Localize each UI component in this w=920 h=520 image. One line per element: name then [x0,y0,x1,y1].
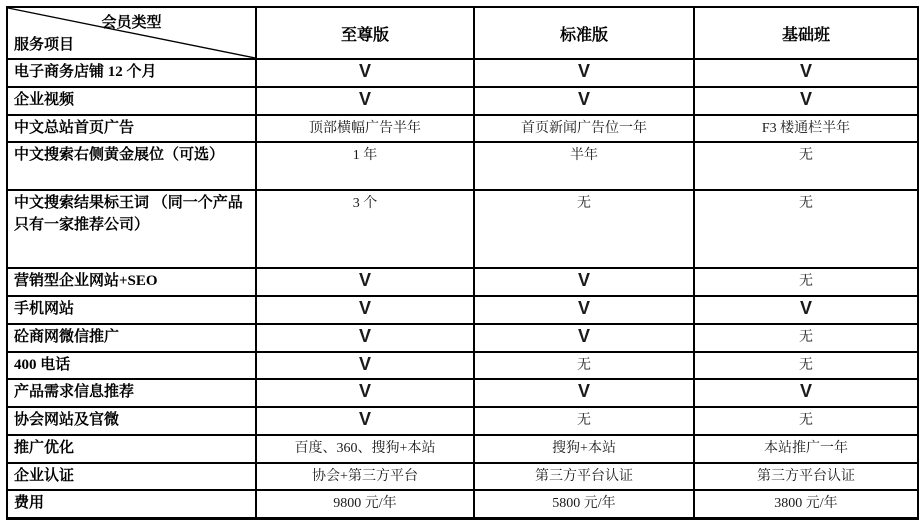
table-row [7,115,918,143]
value-cell: V [256,268,474,296]
value-cell: 本站推广一年 [694,435,918,463]
service-cell: 企业认证 [7,463,256,491]
value-cell: V [474,87,694,115]
value-cell: 5800 元/年 [474,490,694,518]
column-header-standard: 标准版 [474,7,694,59]
value-cell: 3800 元/年 [694,490,918,518]
table-row [7,352,918,380]
value-cell: 半年 [474,142,694,190]
service-cell: 手机网站 [7,296,256,324]
value-cell: 3 个 [256,190,474,268]
service-cell: 协会网站及官微 [7,407,256,435]
table-row [7,190,918,268]
service-cell: 400 电话 [7,352,256,380]
header-row [7,7,918,59]
value-cell: V [256,407,474,435]
value-cell: 首页新闻广告位一年 [474,115,694,143]
service-cell: 推广优化 [7,435,256,463]
value-cell: V [694,87,918,115]
service-cell: 中文搜索结果标王词 （同一个产品只有一家推荐公司） [7,190,256,268]
service-cell: 电子商务店铺 12 个月 [7,59,256,87]
service-cell: 费用 [7,490,256,518]
table-row [7,463,918,491]
value-cell: V [256,352,474,380]
service-cell: 中文总站首页广告 [7,115,256,143]
value-cell: V [256,324,474,352]
value-cell: V [256,379,474,407]
value-cell: 无 [694,407,918,435]
value-cell: V [694,59,918,87]
table-row [7,59,918,87]
table-row [7,379,918,407]
service-cell: 产品需求信息推荐 [7,379,256,407]
value-cell: V [474,324,694,352]
value-cell: 无 [694,190,918,268]
value-cell: 搜狗+本站 [474,435,694,463]
value-cell: V [256,59,474,87]
table-row [7,296,918,324]
member-type-label: 会员类型 [101,15,162,31]
table-row [7,142,918,190]
value-cell: V [694,379,918,407]
value-cell: 第三方平台认证 [474,463,694,491]
value-cell: 无 [694,142,918,190]
value-cell: 百度、360、搜狗+本站 [256,435,474,463]
service-item-label: 服务项目 [14,37,75,53]
value-cell: 9800 元/年 [256,490,474,518]
value-cell: 1 年 [256,142,474,190]
service-cell: 砼商网微信推广 [7,324,256,352]
table-row [7,435,918,463]
value-cell: 无 [474,190,694,268]
table-row [7,268,918,296]
table-row [7,324,918,352]
value-cell: V [474,59,694,87]
table-row [7,87,918,115]
value-cell: 顶部横幅广告半年 [256,115,474,143]
service-cell: 企业视频 [7,87,256,115]
value-cell: 无 [474,352,694,380]
value-cell: F3 楼通栏半年 [694,115,918,143]
value-cell: 无 [474,407,694,435]
value-cell: V [256,296,474,324]
value-cell: V [474,296,694,324]
value-cell: V [474,379,694,407]
membership-comparison-table [6,6,919,520]
value-cell: 无 [694,352,918,380]
service-cell: 营销型企业网站+SEO [7,268,256,296]
value-cell: V [256,87,474,115]
value-cell: V [694,296,918,324]
column-header-supreme: 至尊版 [256,7,474,59]
table-row [7,407,918,435]
service-cell: 中文搜索右侧黄金展位（可选） [7,142,256,190]
value-cell: 协会+第三方平台 [256,463,474,491]
column-header-basic: 基础班 [694,7,918,59]
corner-header-cell [7,7,256,59]
value-cell: V [474,268,694,296]
value-cell: 无 [694,268,918,296]
value-cell: 无 [694,324,918,352]
table-row [7,490,918,518]
value-cell: 第三方平台认证 [694,463,918,491]
